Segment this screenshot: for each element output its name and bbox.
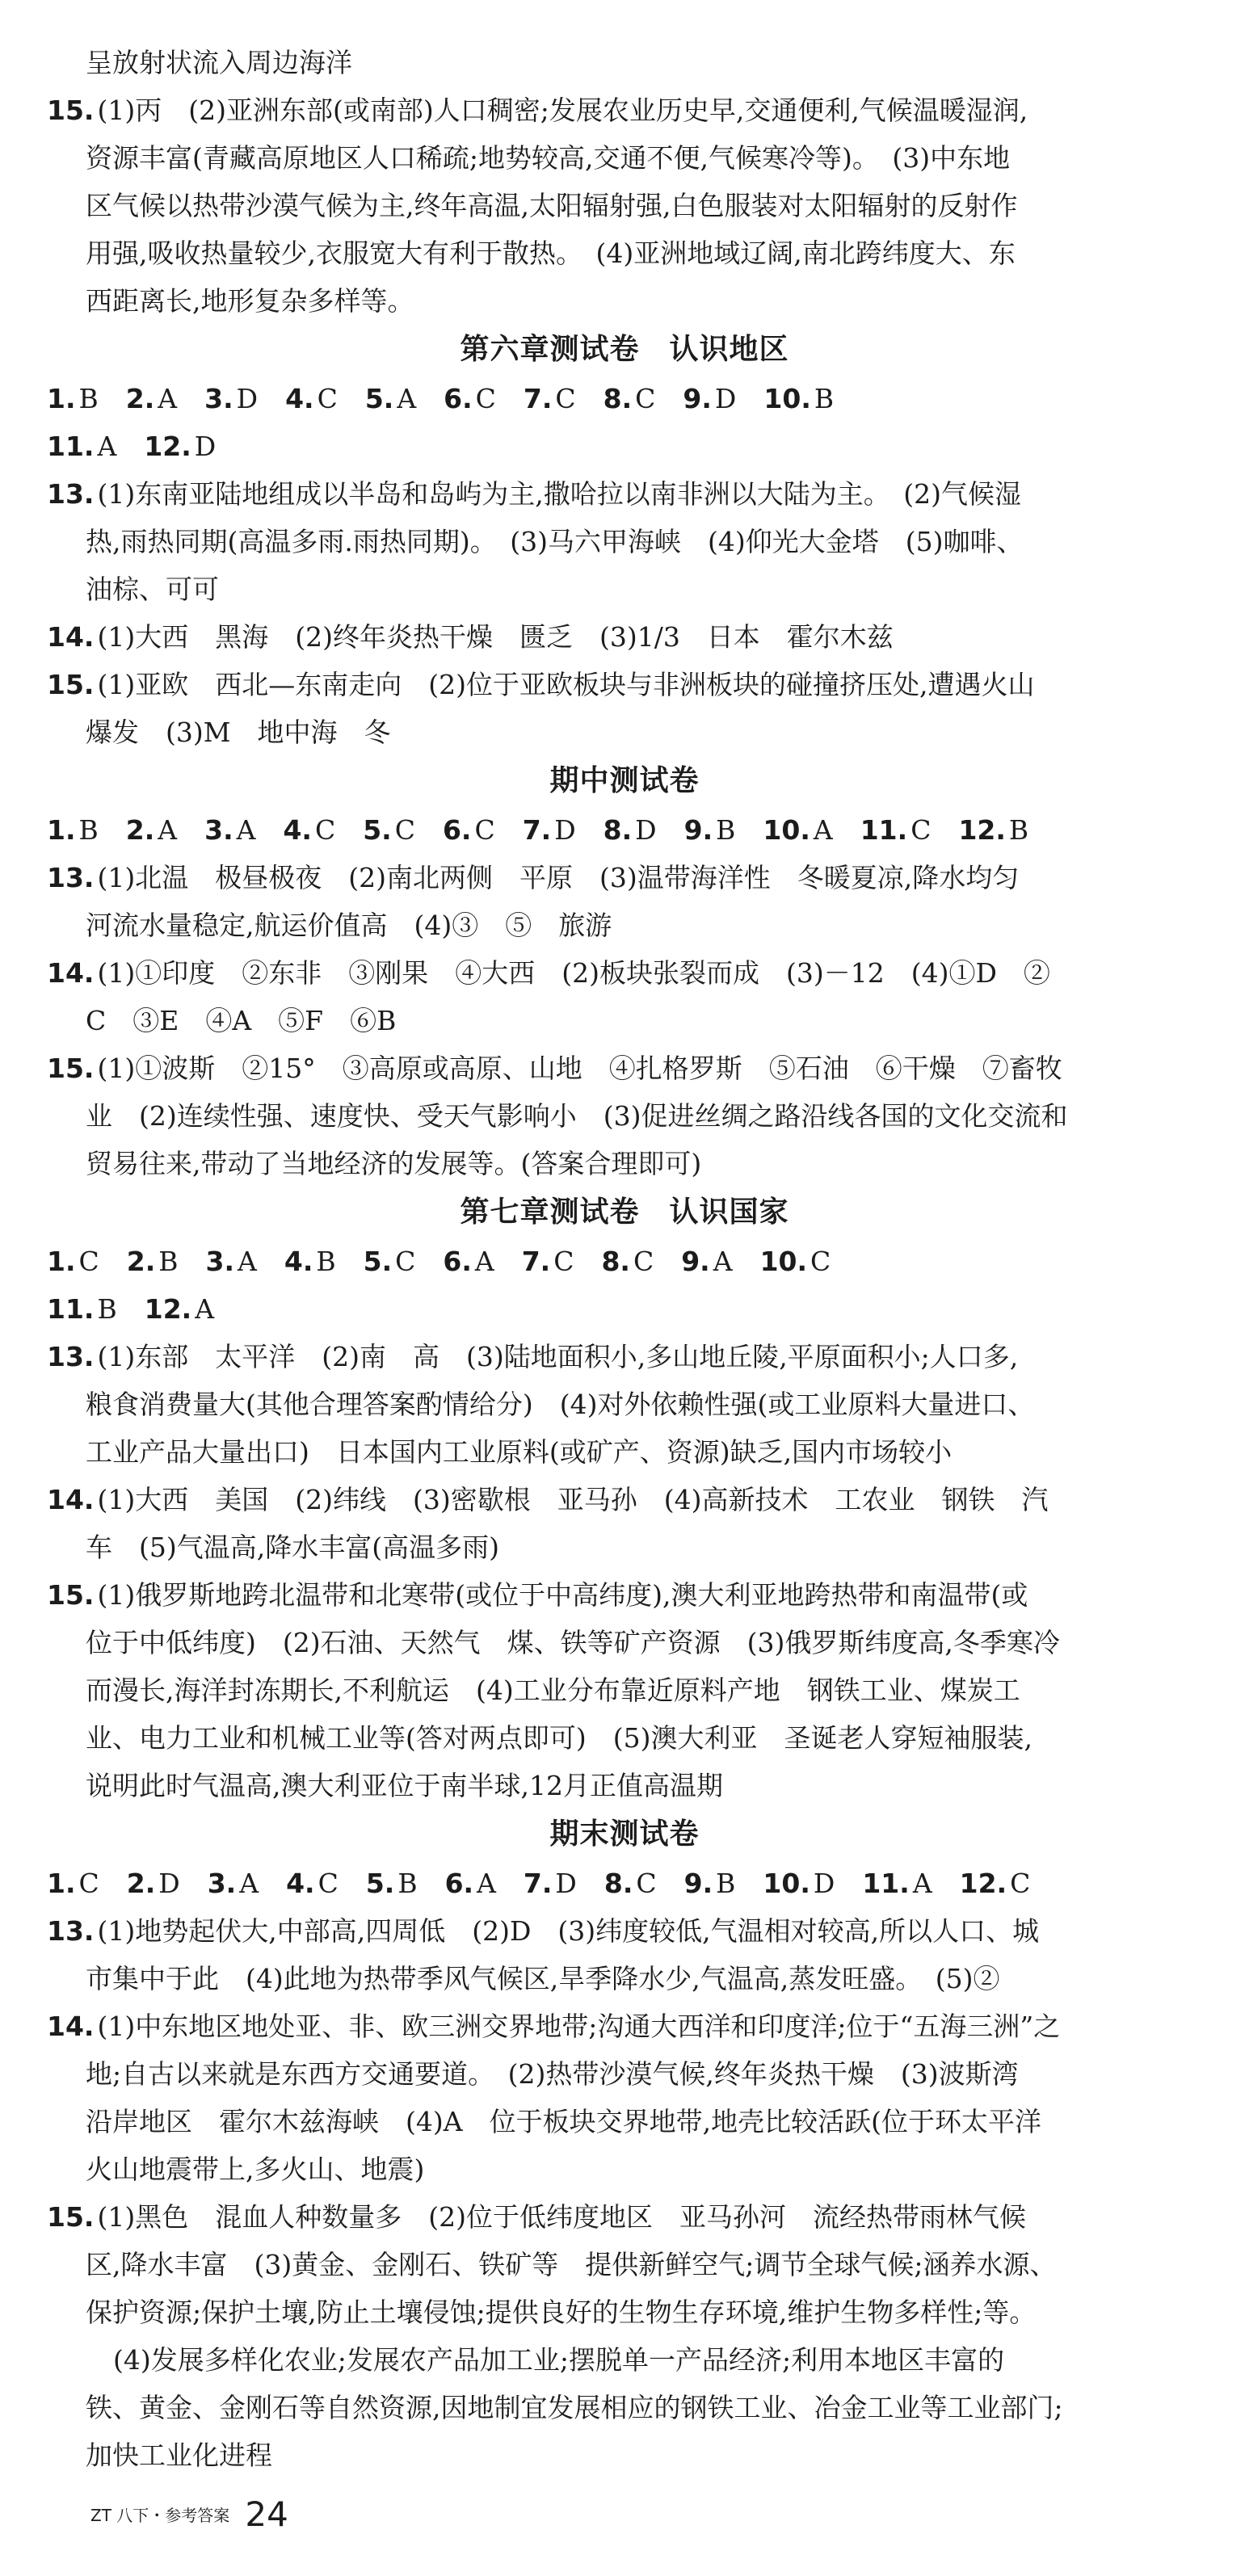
answer-text: (1)大西 黑海 (2)终年炎热干燥 匮乏 (3)1/3 日本 霍尔木兹 — [97, 621, 894, 653]
question-number: 2. — [125, 383, 155, 414]
choice-answer — [603, 383, 656, 414]
choice-answer — [862, 1868, 931, 1899]
answer-line — [47, 1333, 1202, 1380]
answer-line — [47, 1380, 1202, 1428]
answer-letter: C — [78, 1246, 99, 1277]
choice-answer — [445, 1868, 496, 1899]
answer-line — [47, 2288, 1202, 2336]
choice-answer — [524, 383, 576, 414]
answer-line — [47, 901, 1202, 949]
answer-line — [47, 2050, 1202, 2098]
question-number: 15. — [47, 95, 95, 126]
question-number: 13. — [47, 478, 95, 510]
question-number: 9. — [683, 814, 713, 846]
question-number: 5. — [363, 1246, 393, 1277]
answer-letter: A — [713, 1246, 733, 1277]
answer-line — [47, 565, 1202, 613]
answer-line — [47, 1140, 1202, 1187]
question-number: 2. — [126, 1868, 156, 1899]
footer-label: ZT 八下・参考答案 — [90, 2506, 230, 2525]
question-number: 12. — [958, 814, 1006, 846]
choice-answer — [286, 1868, 339, 1899]
choice-answer — [364, 1246, 416, 1277]
choice-answer — [443, 814, 495, 846]
question-number: 6. — [443, 1246, 472, 1277]
answer-letter: A — [195, 1293, 215, 1325]
question-number: 3. — [205, 1246, 235, 1277]
question-number: 14. — [47, 1484, 95, 1515]
answer-text: (1)大西 美国 (2)纬线 (3)密歇根 亚马孙 (4)高新技术 工农业 钢铁 汽 — [97, 1484, 1049, 1515]
question-number: 4. — [286, 1868, 315, 1899]
question-number: 6. — [444, 383, 473, 414]
answer-line — [47, 949, 1202, 997]
answer-text: 工业产品大量出口) 日本国内工业原料(或矿产、资源)缺乏,国内市场较小 — [86, 1436, 953, 1468]
choice-answers-row — [47, 806, 1202, 854]
choice-answer — [523, 814, 576, 846]
answer-letter: B — [316, 1246, 336, 1277]
choice-answer — [763, 383, 834, 414]
answer-letter: C — [474, 814, 495, 846]
answer-letter: D — [194, 431, 217, 462]
choice-answer — [760, 1246, 831, 1277]
question-number: 4. — [285, 383, 314, 414]
question-number: 11. — [47, 431, 95, 462]
choice-answer — [960, 1868, 1031, 1899]
choice-answer — [603, 814, 657, 846]
answer-line — [47, 613, 1202, 661]
answer-letter: D — [158, 1868, 180, 1899]
answer-line — [47, 1907, 1202, 1955]
question-number: 13. — [47, 1341, 95, 1372]
answer-text: (1)东南亚陆地组成以半岛和岛屿为主,撒哈拉以南非洲以大陆为主。 (2)气候湿 — [97, 478, 1021, 510]
answer-text: 西距离长,地形复杂多样等。 — [86, 285, 414, 317]
question-number: 5. — [364, 383, 394, 414]
choice-answer — [144, 431, 216, 462]
question-number: 13. — [47, 862, 95, 893]
answer-line — [47, 1523, 1202, 1571]
question-number: 8. — [603, 1868, 633, 1899]
choice-answer — [604, 1868, 657, 1899]
answer-line — [47, 2002, 1202, 2050]
answer-line — [47, 1955, 1202, 2002]
question-number: 4. — [284, 1246, 313, 1277]
question-number: 3. — [207, 1868, 237, 1899]
answer-letter: A — [912, 1868, 932, 1899]
answer-letter: A — [474, 1246, 494, 1277]
choice-answer — [522, 1246, 574, 1277]
question-number: 7. — [523, 383, 553, 414]
question-number: 10. — [759, 1246, 808, 1277]
answer-content — [47, 39, 1202, 2479]
section-heading: 期中测试卷 — [549, 764, 700, 797]
question-number: 14. — [47, 2011, 95, 2042]
choice-answer — [47, 1293, 117, 1325]
question-number: 10. — [763, 814, 810, 846]
answer-letter: C — [314, 814, 336, 846]
question-number: 1. — [47, 1868, 76, 1899]
choice-answer — [365, 383, 416, 414]
question-number: 15. — [47, 2201, 95, 2233]
answer-text: (1)中东地区地处亚、非、欧三洲交界地带;沟通大西洋和印度洋;位于“五海三洲”之 — [97, 2011, 1061, 2042]
question-number: 2. — [125, 814, 155, 846]
choice-answer — [145, 1293, 214, 1325]
question-number: 3. — [204, 814, 233, 846]
choice-answer — [443, 1246, 494, 1277]
answer-letter: A — [239, 1868, 259, 1899]
answer-line — [47, 182, 1202, 229]
answer-line — [47, 470, 1202, 518]
answer-text: 说明此时气温高,澳大利亚位于南半球,12月正值高温期 — [86, 1770, 723, 1801]
choice-answer — [47, 383, 99, 414]
answer-letter: A — [477, 1868, 496, 1899]
answer-letter: C — [475, 383, 496, 414]
answer-letter: C — [910, 814, 931, 846]
question-number: 13. — [47, 1915, 95, 1947]
answer-letter: D — [635, 814, 657, 846]
choice-answers-row — [47, 422, 1202, 470]
question-number: 12. — [959, 1868, 1007, 1899]
answer-line — [47, 1044, 1202, 1092]
answer-text: (1)东部 太平洋 (2)南 高 (3)陆地面积小,多山地丘陵,平原面积小;人口多, — [97, 1341, 1019, 1372]
answer-letter: C — [317, 383, 338, 414]
answer-line — [47, 661, 1202, 708]
answer-text: 市集中于此 (4)此地为热带季风气候区,旱季降水少,气温高,蒸发旺盛。 (5)② — [86, 1963, 1000, 1994]
answer-letter: A — [158, 383, 178, 414]
answer-line — [47, 2431, 1202, 2479]
choice-answer — [47, 814, 99, 846]
choice-answer — [126, 814, 177, 846]
answer-letter: B — [716, 1868, 736, 1899]
answer-letter: B — [97, 1293, 117, 1325]
choice-answers-row — [47, 1238, 1202, 1285]
answer-text: (1)黑色 混血人种数量多 (2)位于低纬度地区 亚马孙河 流经热带雨林气候 — [97, 2201, 1026, 2233]
choice-answers-row — [47, 1860, 1202, 1907]
answer-text: 区,降水丰富 (3)黄金、金刚石、铁矿等 提供新鲜空气;调节全球气候;涵养水源、 — [86, 2249, 1057, 2280]
answer-line — [47, 1762, 1202, 1809]
question-number: 12. — [144, 431, 191, 462]
question-number: 8. — [603, 814, 633, 846]
choice-answer — [681, 1246, 732, 1277]
answer-text: 河流水量稳定,航运价值高 (4)③ ⑤ 旅游 — [86, 910, 612, 941]
answer-letter: C — [78, 1868, 99, 1899]
answer-text: (4)发展多样化农业;发展农产品加工业;摆脱单一产品经济;利用本地区丰富的 — [113, 2344, 1005, 2376]
question-number: 9. — [683, 1868, 713, 1899]
question-number: 11. — [47, 1293, 95, 1325]
question-number: 5. — [365, 1868, 395, 1899]
answer-text: 爆发 (3)M 地中海 冬 — [86, 716, 391, 748]
question-number: 12. — [144, 1293, 192, 1325]
question-number: 15. — [47, 1579, 95, 1611]
answer-text: 粮食消费量大(其他合理答案酌情给分) (4)对外依赖性强(或工业原料大量进口、 — [86, 1389, 1035, 1420]
answer-letter: A — [97, 431, 117, 462]
section-heading: 第七章测试卷 认识国家 — [460, 1196, 789, 1229]
question-number: 10. — [763, 383, 811, 414]
choice-answer — [763, 1868, 835, 1899]
answer-text: 资源丰富(青藏高原地区人口稀疏;地势较高,交通不便,气候寒冷等)。 (3)中东地 — [86, 142, 1011, 174]
question-number: 9. — [681, 1246, 710, 1277]
question-number: 4. — [283, 814, 312, 846]
answer-letter: B — [158, 1246, 179, 1277]
answer-text: 热,雨热同期(高温多雨.雨热同期)。 (3)马六甲海峡 (4)仰光大金塔 (5)咖啡、 — [86, 526, 1024, 557]
answer-letter: C — [394, 814, 415, 846]
answer-line — [47, 86, 1202, 134]
choice-answer — [363, 814, 415, 846]
answer-line — [47, 2145, 1202, 2193]
answer-line — [47, 39, 1202, 86]
choice-answer — [684, 814, 736, 846]
answer-text: (1)亚欧 西北—东南走向 (2)位于亚欧板块与非洲板块的碰撞挤压处,遭遇火山 — [97, 669, 1035, 700]
answer-line — [47, 1476, 1202, 1523]
choice-answer — [524, 1868, 577, 1899]
answer-letter: A — [236, 814, 256, 846]
section-heading: 期末测试卷 — [549, 1817, 700, 1851]
answer-text: (1)丙 (2)亚洲东部(或南部)人口稠密;发展农业历史早,交通便利,气候温暖湿润, — [97, 95, 1028, 126]
question-number: 7. — [521, 1246, 551, 1277]
question-number: 1. — [47, 383, 76, 414]
answer-letter: A — [238, 1246, 257, 1277]
answer-line — [47, 2336, 1202, 2384]
question-number: 7. — [522, 814, 552, 846]
answer-text: 加快工业化进程 — [86, 2439, 272, 2471]
choice-answer — [204, 814, 255, 846]
answer-letter: C — [633, 1246, 654, 1277]
question-number: 15. — [47, 669, 95, 700]
question-number: 8. — [601, 1246, 630, 1277]
choice-answer — [683, 383, 736, 414]
answer-text: 业、电力工业和机械工业等(答对两点即可) (5)澳大利亚 圣诞老人穿短袖服装, — [86, 1722, 1032, 1754]
choice-answer — [285, 383, 338, 414]
answer-letter: C — [395, 1246, 416, 1277]
choice-answer — [126, 383, 177, 414]
answer-text: C ③E ④A ⑤F ⑥B — [86, 1005, 397, 1036]
question-number: 3. — [204, 383, 233, 414]
answer-letter: C — [810, 1246, 831, 1277]
question-number: 11. — [860, 814, 908, 846]
answer-line — [47, 708, 1202, 756]
answer-line — [47, 1428, 1202, 1476]
question-number: 8. — [603, 383, 633, 414]
choice-answer — [763, 814, 832, 846]
section-heading: 第六章测试卷 认识地区 — [460, 333, 789, 366]
question-number: 10. — [763, 1868, 810, 1899]
answer-letter: D — [714, 383, 737, 414]
answer-text: 火山地震带上,多火山、地震) — [86, 2154, 425, 2185]
answer-letter: A — [158, 814, 178, 846]
answer-text: 地;自古以来就是东西方交通要道。 (2)热带沙漠气候,终年炎热干燥 (3)波斯湾 — [86, 2058, 1019, 2090]
question-number: 14. — [47, 957, 95, 989]
answer-text: 位于中低纬度) (2)石油、天然气 煤、铁等矿产资源 (3)俄罗斯纬度高,冬季寒冷 — [86, 1627, 1060, 1658]
question-number: 6. — [444, 1868, 474, 1899]
question-number: 7. — [523, 1868, 553, 1899]
choice-answer — [127, 1868, 180, 1899]
answer-letter: D — [554, 814, 576, 846]
answer-letter: B — [78, 814, 99, 846]
answer-line — [47, 1571, 1202, 1619]
answer-line — [47, 2384, 1202, 2431]
answer-line — [47, 854, 1202, 901]
choice-answer — [127, 1246, 179, 1277]
choice-answer — [47, 431, 116, 462]
choice-answer — [601, 1246, 654, 1277]
question-number: 5. — [363, 814, 392, 846]
question-number: 1. — [47, 814, 76, 846]
choice-answer — [206, 1246, 257, 1277]
answer-text: (1)①印度 ②东非 ③刚果 ④大西 (2)板块张裂而成 (3)－12 (4)①D ② — [97, 957, 1050, 989]
answer-letter: D — [813, 1868, 835, 1899]
answer-line — [47, 997, 1202, 1044]
answer-text: 油棕、可可 — [86, 574, 219, 605]
answer-text: 用强,吸收热量较少,衣服宽大有利于散热。 (4)亚洲地域辽阔,南北跨纬度大、东 — [86, 237, 1016, 269]
choice-answer — [47, 1868, 99, 1899]
answer-line — [47, 2193, 1202, 2241]
question-number: 15. — [47, 1053, 95, 1084]
answer-text: 铁、黄金、金刚石等自然资源,因地制宜发展相应的钢铁工业、冶金工业等工业部门; — [86, 2392, 1063, 2423]
answer-line — [47, 134, 1202, 182]
answer-text: 贸易往来,带动了当地经济的发展等。(答案合理即可) — [86, 1148, 702, 1179]
answer-text: 保护资源;保护土壤,防止土壤侵蚀;提供良好的生物生存环境,维护生物多样性;等。 — [86, 2297, 1037, 2328]
answer-letter: C — [635, 383, 656, 414]
choice-answer — [283, 814, 335, 846]
choice-answer — [47, 1246, 99, 1277]
question-number: 6. — [442, 814, 472, 846]
answer-line — [47, 1619, 1202, 1666]
answer-text: 而漫长,海洋封冻期长,不利航运 (4)工业分布靠近原料产地 钢铁工业、煤炭工 — [86, 1675, 1020, 1706]
page-number: 24 — [245, 2494, 288, 2534]
choice-answer — [284, 1246, 336, 1277]
answer-letter: B — [1008, 814, 1029, 846]
choice-answer — [366, 1868, 418, 1899]
page-footer — [90, 2494, 288, 2534]
question-number: 9. — [683, 383, 712, 414]
answer-letter: D — [555, 1868, 577, 1899]
answer-letter: C — [553, 1246, 574, 1277]
answer-line — [47, 1092, 1202, 1140]
answer-text: 车 (5)气温高,降水丰富(高温多雨) — [86, 1532, 499, 1563]
answer-letter: C — [1010, 1868, 1031, 1899]
answer-line — [47, 1666, 1202, 1714]
question-number: 11. — [862, 1868, 910, 1899]
answer-line — [47, 277, 1202, 325]
question-number: 2. — [126, 1246, 156, 1277]
answer-line — [47, 2098, 1202, 2145]
answer-text: 区气候以热带沙漠气候为主,终年高温,太阳辐射强,白色服装对太阳辐射的反射作 — [86, 190, 1018, 221]
answer-letter: C — [318, 1868, 339, 1899]
answer-letter: B — [716, 814, 736, 846]
answer-text: (1)地势起伏大,中部高,四周低 (2)D (3)纬度较低,气温相对较高,所以人口、城 — [97, 1915, 1040, 1947]
answer-line — [47, 1714, 1202, 1762]
choice-answer — [208, 1868, 259, 1899]
question-number: 1. — [47, 1246, 76, 1277]
choice-answers-row — [47, 1285, 1202, 1333]
choice-answer — [860, 814, 931, 846]
answer-letter: B — [78, 383, 99, 414]
answer-text: (1)北温 极昼极夜 (2)南北两侧 平原 (3)温带海洋性 冬暖夏凉,降水均匀 — [97, 862, 1020, 893]
choice-answers-row — [47, 375, 1202, 422]
answer-text: 业 (2)连续性强、速度快、受天气影响小 (3)促进丝绸之路沿线各国的文化交流和 — [86, 1100, 1068, 1132]
answer-line — [47, 229, 1202, 277]
answer-letter: A — [813, 814, 833, 846]
answer-text: 呈放射状流入周边海洋 — [86, 47, 352, 78]
choice-answer — [204, 383, 258, 414]
answer-letter: B — [397, 1868, 418, 1899]
choice-answer — [958, 814, 1028, 846]
answer-letter: B — [814, 383, 835, 414]
answer-line — [47, 2241, 1202, 2288]
answer-text: (1)①波斯 ②15° ③高原或高原、山地 ④扎格罗斯 ⑤石油 ⑥干燥 ⑦畜牧 — [97, 1053, 1062, 1084]
answer-line — [47, 518, 1202, 565]
answer-letter: C — [636, 1868, 657, 1899]
answer-text: 沿岸地区 霍尔木兹海峡 (4)A 位于板块交界地带,地壳比较活跃(位于环太平洋 — [86, 2106, 1041, 2137]
answer-text: (1)俄罗斯地跨北温带和北寒带(或位于中高纬度),澳大利亚地跨热带和南温带(或 — [97, 1579, 1028, 1611]
choice-answer — [684, 1868, 736, 1899]
answer-letter: A — [397, 383, 417, 414]
answer-letter: D — [236, 383, 259, 414]
choice-answer — [444, 383, 496, 414]
answer-letter: C — [555, 383, 576, 414]
question-number: 14. — [47, 621, 95, 653]
